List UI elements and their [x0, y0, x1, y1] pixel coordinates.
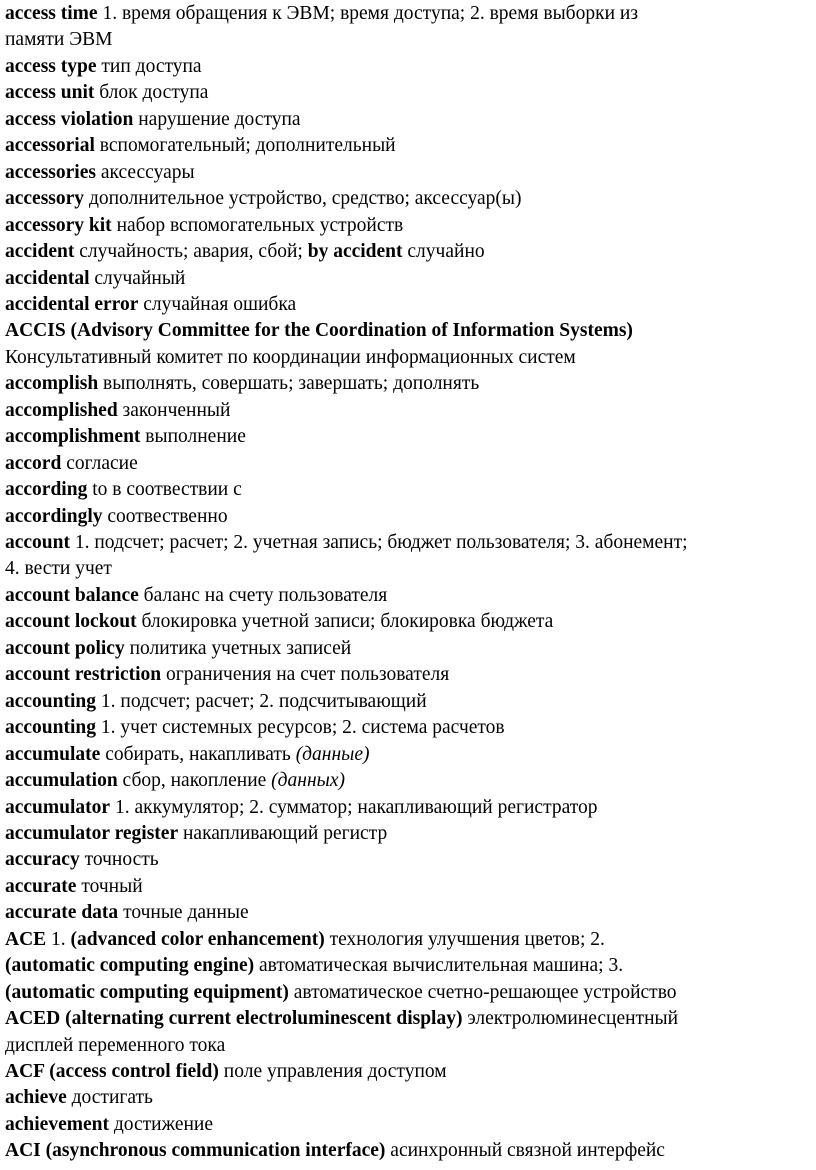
entry-text: собирать, накапливать — [100, 743, 296, 765]
entry-text: 1. аккумулятор; 2. сумматор; накапливающий регистратор — [110, 796, 598, 818]
entry-emphasis: (automatic computing engine) — [5, 955, 255, 977]
entry-term: access violation — [5, 108, 134, 130]
entry-text: 1. подсчет; расчет; 2. подсчитывающий — [96, 690, 427, 712]
dictionary-line — [5, 768, 812, 795]
entry-text: случайно — [402, 241, 485, 263]
entry-text: 1. учет системных ресурсов; 2. система расчетов — [96, 717, 505, 739]
entry-text: аксессуары — [95, 161, 195, 183]
entry-term: access unit — [5, 82, 95, 104]
entry-emphasis: by accident — [307, 241, 403, 263]
entry-emphasis: (данных) — [271, 770, 345, 792]
dictionary-line — [5, 398, 812, 425]
dictionary-line — [5, 239, 812, 266]
entry-term: accessory — [5, 188, 85, 210]
entry-term: accidental error — [5, 293, 139, 315]
dictionary-line — [5, 54, 812, 81]
dictionary-line — [5, 980, 812, 1007]
dictionary-line — [5, 424, 812, 451]
dictionary-line — [5, 213, 812, 240]
dictionary-line — [5, 318, 812, 345]
entry-term: account policy — [5, 637, 125, 659]
entry-term: accord — [5, 452, 62, 474]
entry-term: account lockout — [5, 611, 137, 633]
dictionary-line — [5, 1033, 812, 1060]
entry-text: 1. подсчет; расчет; 2. учетная запись; бюджет пользователя; 3. абонемент; — [70, 532, 688, 553]
entry-text: достижение — [108, 1113, 214, 1135]
entry-text: to в соотвествии с — [87, 479, 242, 501]
dictionary-line — [5, 186, 812, 213]
entry-text: дополнительное устройство, средство; аксессуар(ы) — [84, 188, 522, 210]
entry-text: набор вспомогательных устройств — [111, 214, 404, 236]
entry-text: случайный — [89, 267, 186, 289]
dictionary-line — [5, 345, 812, 372]
entry-text: случайная ошибка — [138, 293, 297, 315]
entry-term: accomplished — [5, 399, 118, 421]
entry-text: согласие — [61, 452, 138, 474]
dictionary-line — [5, 530, 812, 557]
dictionary-line — [5, 1006, 812, 1033]
entry-text: сбор, накопление — [117, 770, 272, 792]
dictionary-line — [5, 742, 812, 769]
entry-emphasis: (automatic computing equipment) — [5, 981, 289, 1003]
entry-text: памяти ЭВМ — [5, 29, 113, 51]
dictionary-line — [5, 107, 812, 134]
entry-term: accessories — [5, 161, 96, 183]
entry-text: достигать — [66, 1087, 153, 1109]
dictionary-line — [5, 477, 812, 504]
entry-term: account restriction — [5, 664, 162, 686]
dictionary-line — [5, 133, 812, 160]
entry-term: achieve — [5, 1087, 67, 1109]
entry-text: дисплей переменного тока — [5, 1034, 226, 1056]
entry-text: электролюминесцентный — [462, 1008, 679, 1030]
entry-text: законченный — [117, 399, 231, 421]
entry-text: тип доступа — [96, 55, 202, 77]
entry-term: access time — [5, 3, 98, 24]
dictionary-line — [5, 715, 812, 742]
entry-term: accordingly — [5, 505, 103, 527]
entry-text: баланс на счету пользователя — [138, 584, 388, 606]
dictionary-line — [5, 160, 812, 187]
entry-text: точные данные — [118, 902, 249, 924]
entry-text: случайность; авария, сбой; — [74, 241, 308, 263]
dictionary-line — [5, 821, 812, 848]
entry-text: асинхронный связной интерфейс — [385, 1140, 665, 1162]
entry-text: блокировка учетной записи; блокировка бюджета — [136, 611, 554, 633]
dictionary-line — [5, 583, 812, 610]
entry-term: achievement — [5, 1113, 109, 1135]
entry-term: accurate — [5, 875, 77, 897]
entry-term: accumulator — [5, 796, 111, 818]
entry-text: 1. время обращения к ЭВМ; время доступа; 2. время выборки из — [97, 3, 639, 24]
dictionary-line — [5, 451, 812, 478]
dictionary-line — [5, 847, 812, 874]
dictionary-line — [5, 504, 812, 531]
entry-term: account balance — [5, 584, 139, 606]
entry-text: автоматическая вычислительная машина; 3. — [254, 955, 624, 977]
entry-text: ограничения на счет пользователя — [161, 664, 450, 686]
entry-text: 1. — [46, 928, 71, 950]
dictionary-line — [5, 609, 812, 636]
entry-term: accounting — [5, 717, 97, 739]
dictionary-line — [5, 1138, 812, 1165]
dictionary-line — [5, 795, 812, 822]
entry-term: accessory kit — [5, 214, 112, 236]
entry-term: accounting — [5, 690, 97, 712]
entry-text: Консультативный комитет по координации информационных систем — [5, 346, 576, 368]
dictionary-line — [5, 662, 812, 689]
dictionary-line — [5, 371, 812, 398]
entry-text: точность — [79, 849, 159, 871]
entry-term: account — [5, 532, 70, 553]
entry-term: ACED (alternating current electroluminescent display) — [5, 1008, 463, 1030]
entry-term: accident — [5, 241, 75, 263]
entry-text: накапливающий регистр — [178, 822, 388, 844]
entry-term: access type — [5, 55, 97, 77]
entry-term: accurate data — [5, 902, 119, 924]
dictionary-line — [5, 927, 812, 954]
entry-text: политика учетных записей — [124, 637, 352, 659]
dictionary-line — [5, 874, 812, 901]
entry-term: accomplishment — [5, 426, 141, 448]
entry-text: нарушение доступа — [133, 108, 301, 130]
entry-term: accomplish — [5, 373, 99, 395]
dictionary-line — [5, 292, 812, 319]
entry-text: выполнение — [140, 426, 246, 448]
entry-text: точный — [76, 875, 143, 897]
entry-term: ACI (asynchronous communication interface) — [5, 1140, 386, 1162]
entry-emphasis: (данные) — [295, 743, 370, 765]
entry-term: ACE — [5, 928, 47, 950]
entry-term: accessorial — [5, 135, 95, 157]
entry-text: технология улучшения цветов; 2. — [324, 928, 605, 950]
dictionary-line — [5, 266, 812, 293]
dictionary-line — [5, 900, 812, 927]
entry-text: блок доступа — [94, 82, 209, 104]
entry-term: accumulator register — [5, 822, 179, 844]
entry-term: accumulate — [5, 743, 101, 765]
dictionary-line — [5, 1059, 812, 1086]
dictionary-line — [5, 27, 812, 54]
entry-text: автоматическое счетно-решающее устройство — [288, 981, 677, 1003]
dictionary-line — [5, 556, 812, 583]
entry-text: поле управления доступом — [218, 1061, 447, 1082]
entry-term: accuracy — [5, 849, 80, 871]
dictionary-line — [5, 1112, 812, 1139]
entry-term: accidental — [5, 267, 90, 289]
entry-term: accumulation — [5, 770, 118, 792]
entry-text: 4. вести учет — [5, 558, 112, 580]
entry-emphasis: (advanced color enhancement) — [70, 928, 325, 950]
dictionary-line — [5, 1085, 812, 1112]
dictionary-line — [5, 1, 812, 28]
entry-term: ACF (access control field) — [5, 1061, 219, 1082]
dictionary-line — [5, 80, 812, 107]
entry-text: выполнять, совершать; завершать; дополнять — [98, 373, 480, 395]
entry-term: ACCIS (Advisory Committee for the Coordination of Information Systems) — [5, 320, 633, 342]
dictionary-line — [5, 636, 812, 663]
entry-text: соотвественно — [102, 505, 228, 527]
dictionary-line — [5, 689, 812, 716]
dictionary-line — [5, 953, 812, 980]
entry-text: вспомогательный; дополнительный — [94, 135, 396, 157]
entry-term: according — [5, 479, 88, 501]
